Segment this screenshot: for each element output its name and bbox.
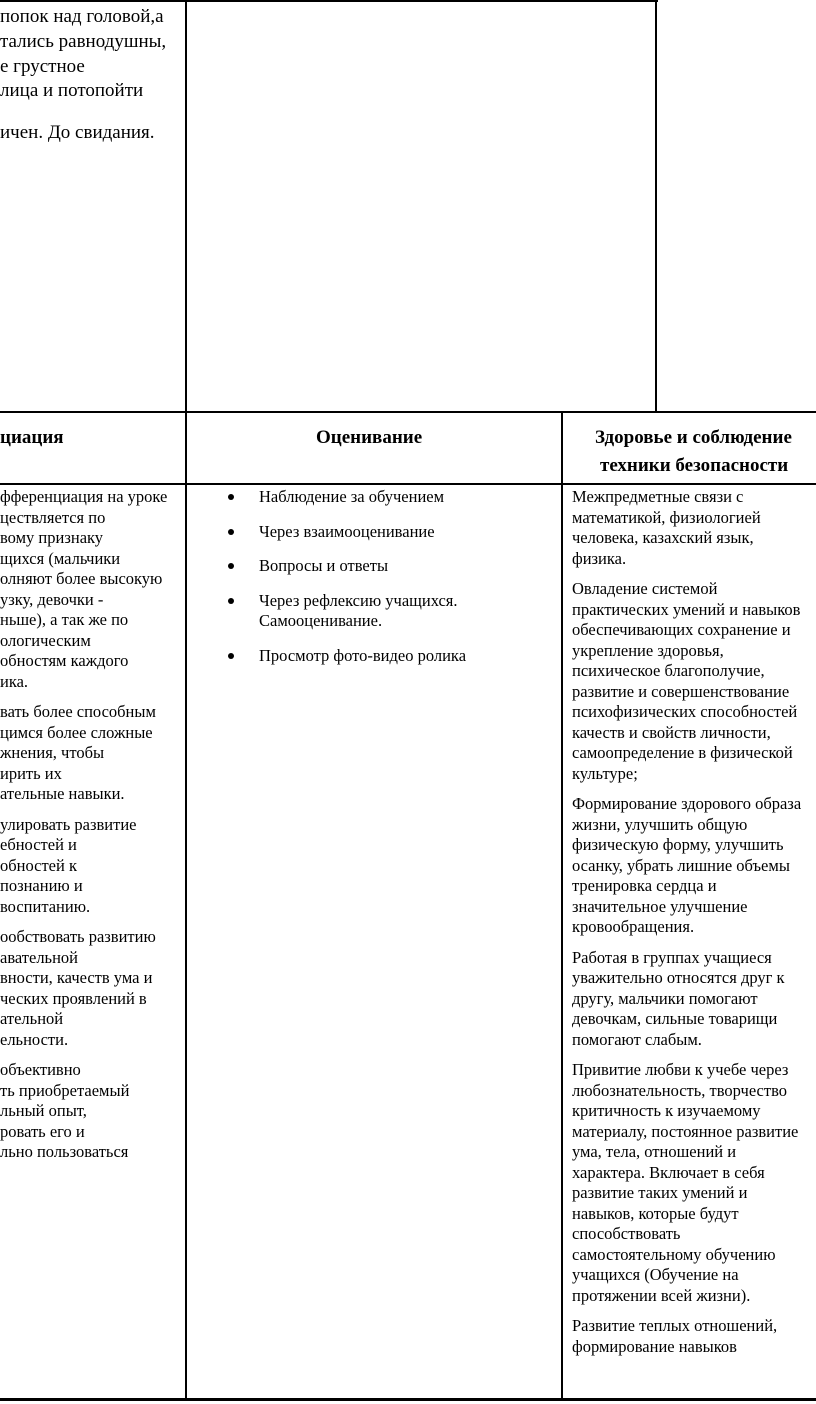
text-line: тренировка сердца и bbox=[572, 876, 717, 895]
text-line: самостоятельному обучению bbox=[572, 1244, 776, 1264]
text-line: психофизических способностей bbox=[572, 702, 798, 721]
text-line: вому признаку bbox=[0, 528, 104, 547]
text-line: ательные навыки. bbox=[0, 784, 125, 803]
text-line: человека, казахский язык, bbox=[572, 528, 754, 547]
health-paragraph bbox=[572, 487, 816, 569]
assessment-item bbox=[210, 646, 560, 667]
text-line: обеспечивающих сохранение и bbox=[572, 620, 791, 639]
assessment-item bbox=[210, 487, 560, 508]
text-line: учащихся (Обучение на bbox=[572, 1265, 739, 1284]
text-line: льно пользоваться bbox=[0, 1142, 129, 1161]
text-line: уважительно относятся друг к bbox=[572, 968, 785, 987]
text-line: девочкам, сильные товарищи bbox=[572, 1009, 778, 1028]
text-line: обностям каждого bbox=[0, 651, 129, 670]
text-line: цествляется по bbox=[0, 507, 106, 527]
text-line: Межпредметные связи с bbox=[572, 487, 744, 506]
text-line: укрепление здоровья, bbox=[572, 640, 724, 660]
text-line: развитие и совершенствование bbox=[572, 681, 790, 701]
assessment-item bbox=[210, 522, 560, 543]
text-line: кровообращения. bbox=[572, 917, 695, 936]
text-line: познанию и bbox=[0, 876, 83, 895]
text-line: щихся (мальчики bbox=[0, 548, 121, 568]
text-line: узку, девочки - bbox=[0, 589, 104, 609]
health-paragraph bbox=[572, 794, 816, 938]
bullet-icon bbox=[228, 653, 234, 659]
text-line: ческих проявлений в bbox=[0, 988, 147, 1008]
text-line: ообствовать развитию bbox=[0, 927, 156, 946]
text-line: Развитие теплых отношений, bbox=[572, 1316, 778, 1335]
text-line: Через рефлексию учащихся. bbox=[259, 590, 458, 610]
text-line: авательной bbox=[0, 947, 78, 967]
differentiation-paragraph bbox=[0, 702, 183, 805]
table-column-divider-1 bbox=[185, 411, 187, 1401]
table-column-divider-2 bbox=[561, 411, 563, 1401]
top-table-right-border bbox=[655, 0, 657, 412]
text-line: ньше), а так же по bbox=[0, 610, 129, 629]
text-line: ельности. bbox=[0, 1029, 69, 1049]
text-line: осанку, убрать лишние объемы bbox=[572, 855, 790, 875]
table-top-border bbox=[0, 411, 816, 413]
text-line: любознательность, творчество bbox=[572, 1080, 788, 1100]
top-text-line: е грустное bbox=[0, 56, 85, 77]
top-text-line: ичен. До свидания. bbox=[0, 122, 155, 143]
text-line: качеств и свойств личности, bbox=[572, 722, 771, 742]
text-line: Привитие любви к учебе через bbox=[572, 1060, 789, 1079]
text-line: развитие таких умений и bbox=[572, 1183, 748, 1202]
text-line: ть приобретаемый bbox=[0, 1080, 130, 1100]
assessment-list bbox=[210, 487, 560, 680]
text-line: самоопределение в физической bbox=[572, 743, 793, 762]
text-line: Формирование здорового образа bbox=[572, 794, 802, 813]
health-paragraph bbox=[572, 1316, 816, 1357]
text-line: физическую форму, улучшить bbox=[572, 835, 784, 854]
header-health-line-2: техники безопасности bbox=[600, 455, 789, 476]
text-line: психическое благополучие, bbox=[572, 661, 765, 680]
text-line: Самооценивание. bbox=[259, 611, 383, 630]
text-line: льный опыт, bbox=[0, 1101, 87, 1120]
text-line: ровать его и bbox=[0, 1121, 85, 1141]
text-line: обностей к bbox=[0, 855, 77, 875]
text-line: формирование навыков bbox=[572, 1336, 737, 1356]
text-line: цимся более сложные bbox=[0, 722, 153, 742]
text-line: Вопросы и ответы bbox=[259, 556, 389, 575]
table-header-bottom-border bbox=[0, 483, 816, 485]
text-line: воспитанию. bbox=[0, 896, 91, 916]
text-line: ебностей и bbox=[0, 835, 77, 854]
text-line: характера. Включает в себя bbox=[572, 1162, 765, 1182]
assessment-item bbox=[210, 556, 560, 577]
top-text-line: попок над головой,а bbox=[0, 6, 164, 27]
bullet-icon bbox=[228, 529, 234, 535]
top-table-top-border bbox=[0, 0, 658, 2]
text-line: олняют более высокую bbox=[0, 569, 163, 588]
text-line: Работая в группах учащиеся bbox=[572, 947, 772, 967]
text-line: способствовать bbox=[572, 1224, 681, 1243]
text-line: Наблюдение за обучением bbox=[259, 487, 445, 506]
text-line: критичность к изучаемому bbox=[572, 1101, 761, 1120]
health-paragraph bbox=[572, 948, 816, 1051]
text-line: ума, тела, отношений и bbox=[572, 1142, 737, 1161]
text-line: ика. bbox=[0, 671, 29, 691]
text-line: значительное улучшение bbox=[572, 896, 748, 916]
text-line: жнения, чтобы bbox=[0, 743, 105, 762]
differentiation-paragraph bbox=[0, 815, 183, 918]
text-line: ирить их bbox=[0, 763, 62, 783]
differentiation-paragraph bbox=[0, 927, 183, 1050]
text-line: объективно bbox=[0, 1060, 81, 1079]
health-paragraph bbox=[572, 579, 816, 784]
text-line: культуре; bbox=[572, 763, 638, 783]
text-line: Через взаимооценивание bbox=[259, 521, 435, 541]
text-line: ательной bbox=[0, 1009, 64, 1028]
header-health-line-1: Здоровье и соблюдение bbox=[595, 427, 792, 448]
top-text-line: лица и потопойти bbox=[0, 80, 144, 101]
table-bottom-border bbox=[0, 1398, 816, 1401]
text-line: практических умений и навыков bbox=[572, 599, 801, 619]
text-line: вать более способным bbox=[0, 702, 156, 721]
assessment-item bbox=[210, 591, 560, 632]
text-line: навыков, которые будут bbox=[572, 1203, 739, 1223]
differentiation-column bbox=[0, 487, 183, 1173]
text-line: улировать развитие bbox=[0, 814, 137, 834]
text-line: помогают слабым. bbox=[572, 1029, 702, 1049]
health-column bbox=[572, 487, 816, 1367]
text-line: математикой, физиологией bbox=[572, 507, 761, 527]
text-line: физика. bbox=[572, 548, 627, 568]
header-assessment: Оценивание bbox=[316, 427, 423, 448]
differentiation-paragraph bbox=[0, 1060, 183, 1163]
text-line: Овладение системой bbox=[572, 579, 718, 598]
header-differentiation: циация bbox=[0, 427, 64, 448]
text-line: протяжении всей жизни). bbox=[572, 1285, 751, 1305]
text-line: вности, качеств ума и bbox=[0, 968, 153, 987]
text-line: другу, мальчики помогают bbox=[572, 988, 758, 1008]
bullet-icon bbox=[228, 598, 234, 604]
top-text-line: тались равнодушны, bbox=[0, 31, 167, 52]
text-line: ологическим bbox=[0, 630, 91, 650]
bullet-icon bbox=[228, 494, 234, 500]
text-line: жизни, улучшить общую bbox=[572, 814, 748, 834]
top-table-divider bbox=[185, 0, 187, 412]
text-line: Просмотр фото-видео ролика bbox=[259, 645, 467, 665]
text-line: фференциация на уроке bbox=[0, 487, 168, 506]
bullet-icon bbox=[228, 563, 234, 569]
health-paragraph bbox=[572, 1060, 816, 1306]
text-line: материалу, постоянное развитие bbox=[572, 1121, 799, 1141]
differentiation-paragraph bbox=[0, 487, 183, 692]
